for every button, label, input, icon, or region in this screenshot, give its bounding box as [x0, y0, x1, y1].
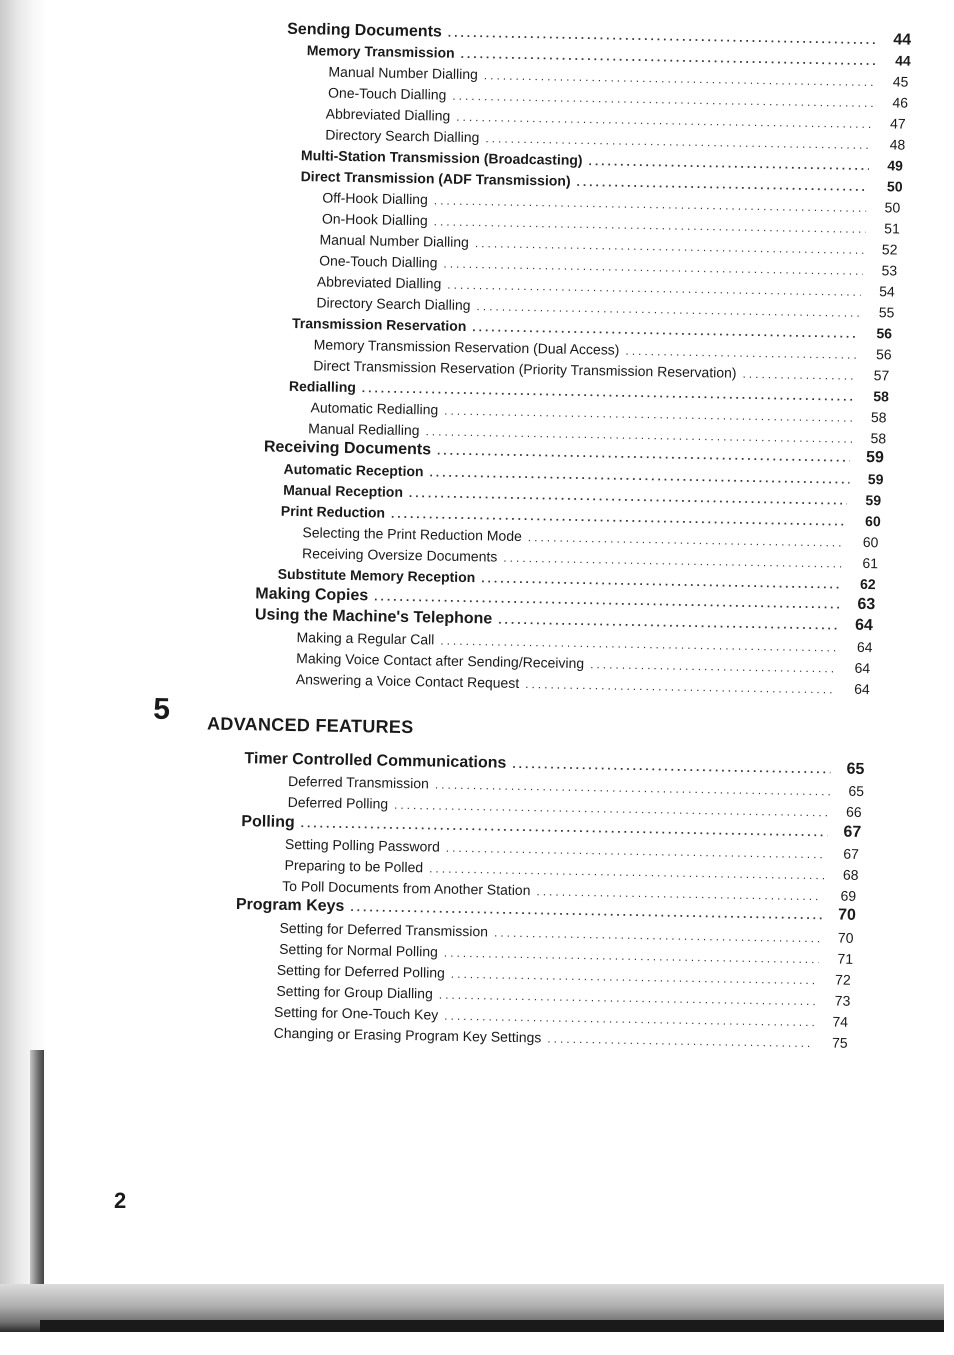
toc-entry-page: 70 [837, 929, 854, 946]
toc-entry-title: Preparing to be Polled [284, 856, 424, 876]
toc-entry-title: Answering a Voice Contact Request [295, 671, 520, 691]
toc-entry-title: Program Keys [235, 896, 345, 915]
toc-entry-page: 58 [870, 409, 887, 426]
toc-entry-title: Transmission Reservation [291, 314, 467, 334]
toc-entry-title: Setting for Deferred Transmission [279, 919, 489, 940]
toc-leader-dots [547, 1029, 814, 1055]
toc-entry-page: 65 [848, 782, 865, 799]
toc-entry-page: 44 [895, 52, 911, 69]
toc-entry-title: Automatic Reception [283, 460, 424, 480]
chapter-number: 5 [153, 692, 171, 726]
toc-entry-page: 47 [889, 115, 906, 132]
toc-entry-page: 53 [881, 262, 898, 279]
toc-entry-page: 73 [834, 992, 851, 1009]
toc-entry-title: On-Hook Dialling [321, 210, 428, 229]
toc-entry-page: 64 [856, 638, 873, 656]
toc-entry-title: Print Reduction [280, 502, 386, 521]
page-number: 2 [114, 1188, 127, 1213]
toc-entry-title: Manual Reception [283, 481, 404, 500]
toc-entry-page: 58 [870, 430, 887, 447]
toc-entry-page: 64 [854, 680, 870, 698]
toc-entry-page: 59 [865, 448, 884, 467]
toc-entry-title: Deferred Polling [287, 793, 389, 812]
toc-entry-title: Off-Hook Dialling [322, 189, 428, 208]
toc-entry-page: 50 [886, 178, 903, 195]
toc-entry-page: 66 [845, 803, 862, 820]
toc-entry-page: 49 [887, 157, 904, 174]
toc-entry-page: 69 [840, 887, 857, 904]
toc-entry-page: 70 [837, 906, 856, 924]
toc-entry-title: Timer Controlled Communications [244, 750, 507, 772]
toc-entry-title: Redialling [288, 377, 357, 396]
toc-entry-page: 61 [862, 554, 879, 572]
toc-entry-page: 74 [832, 1013, 849, 1030]
toc-entry-title: Manual Redialling [308, 420, 420, 439]
toc-entry-title: Abbreviated Dialling [316, 273, 442, 292]
toc-entry-page: 60 [862, 533, 879, 551]
toc-leader-dots [525, 674, 836, 700]
toc-entry-page: 56 [875, 346, 892, 363]
toc-entry-title: Direct Transmission (ADF Transmission) [300, 168, 571, 189]
toc-entry-title: Manual Number Dialling [319, 231, 470, 251]
toc-entry-title: Direct Transmission Reservation (Priority Transmission Reservation) [313, 357, 737, 381]
toc-entry-page: 55 [878, 304, 895, 321]
toc-entry-title: Directory Search Dialling [316, 294, 471, 314]
toc-entry-title: Making a Regular Call [296, 629, 435, 648]
toc-entry-title: Setting for Normal Polling [279, 940, 439, 960]
toc-entry-title: One-Touch Dialling [319, 252, 438, 271]
toc-entry-title: Substitute Memory Reception [277, 565, 476, 586]
toc-entry-title: Automatic Redialling [310, 399, 439, 418]
toc-entry-page: 62 [859, 575, 876, 593]
toc-entry-title: Receiving Documents [263, 438, 432, 459]
chapter-title: ADVANCED FEATURES [206, 713, 414, 738]
toc-entry-title: Selecting the Print Reduction Mode [302, 524, 523, 544]
toc-entry-title: Memory Transmission [306, 42, 455, 61]
toc-entry-title: Sending Documents [287, 20, 443, 41]
toc-entry-title: To Poll Documents from Another Station [282, 877, 531, 899]
toc-entry-title: Receiving Oversize Documents [301, 545, 498, 565]
toc-entry-page: 48 [889, 136, 906, 153]
toc-entry-page: 72 [834, 971, 851, 988]
toc-entry-page: 58 [873, 388, 890, 405]
toc-entry-title: Setting for Deferred Polling [276, 961, 446, 981]
toc-entry-title: Directory Search Dialling [325, 126, 480, 146]
toc-entry-title: Using the Machine's Telephone [254, 606, 493, 628]
toc-entry-title: Polling [241, 813, 295, 832]
toc-entry-title: Setting for Group Dialling [276, 982, 433, 1002]
toc-entry-page: 67 [843, 823, 862, 841]
toc-entry-title: Making Copies [255, 585, 369, 605]
toc-entry-title: Manual Number Dialling [328, 63, 479, 83]
toc-entry-title: Setting Polling Password [284, 835, 440, 855]
toc-entry-page: 54 [879, 283, 895, 300]
toc-entry-page: 65 [846, 760, 865, 778]
toc-entry-page: 71 [837, 950, 854, 967]
toc-entry-title: Deferred Transmission [287, 772, 430, 792]
toc-entry-title: Changing or Erasing Program Key Settings [273, 1024, 542, 1046]
toc-entry-page: 52 [881, 241, 898, 258]
toc-entry-page: 67 [843, 845, 860, 862]
toc-entry-page: 60 [865, 512, 881, 530]
toc-entry-page: 51 [884, 220, 900, 237]
toc-entry-title: One-Touch Dialling [327, 84, 447, 103]
toc-entry-page: 64 [854, 616, 874, 635]
toc-entry-page: 45 [892, 73, 909, 90]
toc-entry-page: 59 [867, 471, 884, 488]
toc-entry-page: 44 [893, 31, 912, 49]
toc-entry-page: 75 [831, 1034, 848, 1051]
toc-entry-title: Making Voice Contact after Sending/Receiving [296, 650, 585, 672]
toc-entry-page: 68 [842, 866, 859, 883]
toc-entry-title: Abbreviated Dialling [325, 105, 451, 124]
toc-entry-page: 57 [873, 367, 890, 384]
toc-entry-page: 63 [857, 595, 876, 614]
toc-entry-page: 50 [884, 199, 901, 216]
toc-entry-page: 59 [865, 491, 882, 509]
toc-entry-title: Memory Transmission Reservation (Dual Access) [313, 336, 620, 358]
toc-entry-title: Setting for One-Touch Key [273, 1003, 439, 1023]
toc-entry-title: Multi-Station Transmission (Broadcasting) [300, 147, 583, 168]
toc-entry-page: 46 [892, 94, 909, 111]
toc-entry-page: 56 [876, 325, 893, 342]
toc-entry-page: 64 [854, 659, 871, 677]
